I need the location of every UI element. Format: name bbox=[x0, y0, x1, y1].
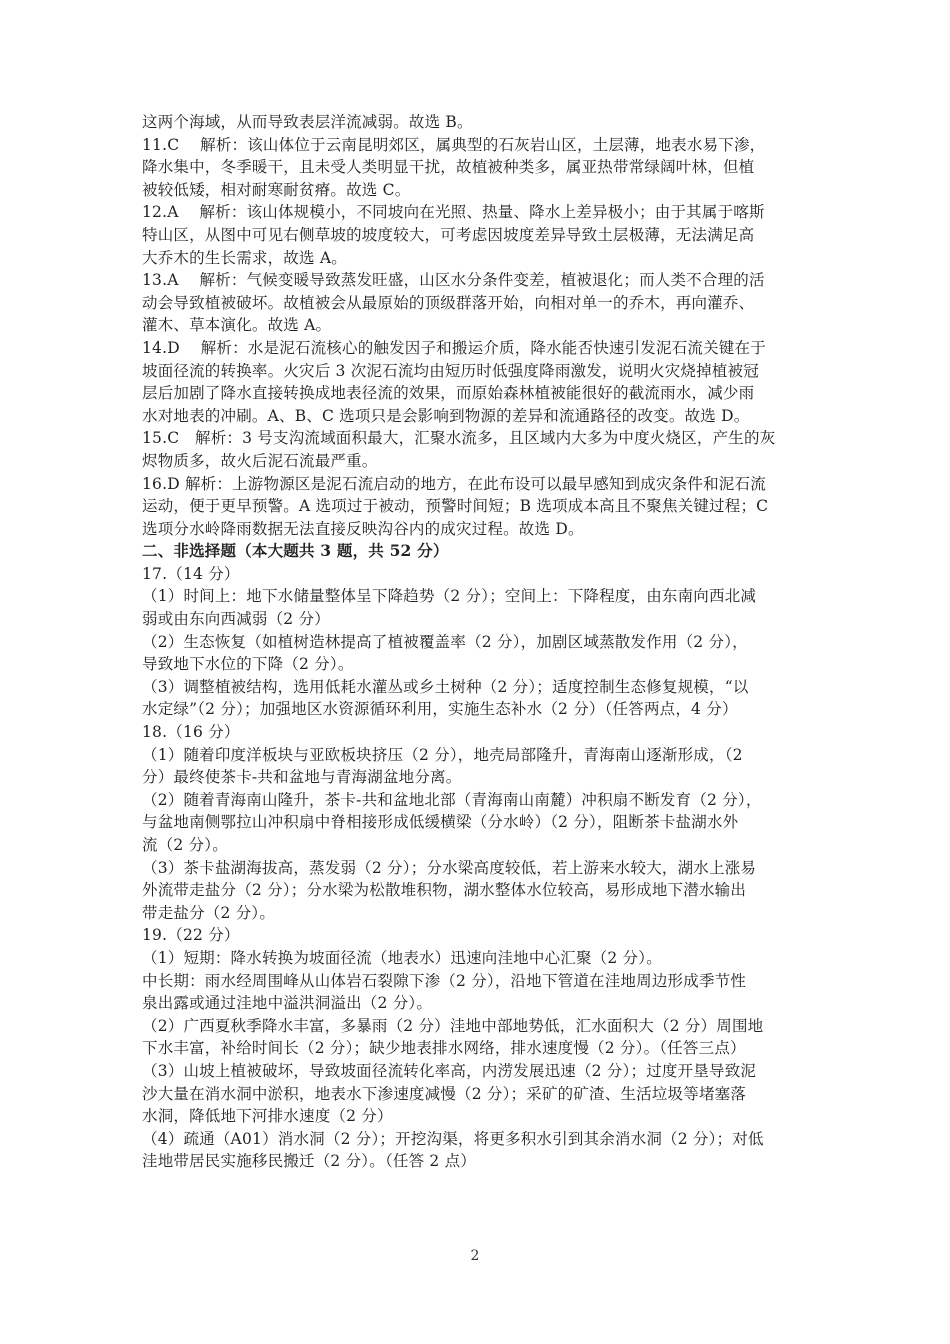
text-line: 与盆地南侧鄂拉山冲积扇中脊相接形成低缓横梁（分水岭）（2 分），阻断茶卡盐湖水外 bbox=[142, 813, 739, 832]
text-line: （3）调整植被结构，选用低耗水灌丛或乡土树种（2 分）；适度控制生态修复规模，“以 bbox=[142, 677, 749, 696]
text-line: （3）山坡上植被破坏，导致坡面径流转化率高，内涝发展迅速（2 分）；过度开垦导致泥 bbox=[142, 1061, 757, 1080]
text-line: （3）茶卡盐湖海拔高，蒸发弱（2 分）；分水梁高度较低，若上游来水较大，湖水上涨易 bbox=[142, 858, 757, 877]
text-line: 11.C 解析：该山体位于云南昆明郊区，属典型的石灰岩山区，土层薄，地表水易下渗， bbox=[142, 135, 766, 154]
text-line: 带走盐分（2 分）。 bbox=[142, 903, 276, 922]
answer-document bbox=[142, 111, 814, 1173]
text-line: （2）广西夏秋季降水丰富，多暴雨（2 分）洼地中部地势低，汇水面积大（2 分）周围地 bbox=[142, 1016, 764, 1035]
text-line: 15.C 解析：3 号支沟流域面积最大，汇聚水流多，且区域内大多为中度火烧区，产生的灰 bbox=[142, 429, 776, 448]
text-line: （1）短期：降水转换为坡面径流（地表水）迅速向洼地中心汇聚（2 分）。 bbox=[142, 948, 662, 967]
text-line: 外流带走盐分（2 分）；分水梁为松散堆积物，湖水整体水位较高，易形成地下潜水输出 bbox=[142, 881, 747, 900]
section-heading: 二、非选择题（本大题共 3 题，共 52 分） bbox=[142, 541, 449, 561]
text-line: 洼地带居民实施移民搬迁（2 分）。（任答 2 点） bbox=[142, 1152, 477, 1171]
text-line: （2）随着青海南山隆升，茶卡-共和盆地北部（青海南山南麓）冲积扇不断发育（2 分）， bbox=[142, 790, 762, 809]
text-line: 水定绿”（2 分）；加强地区水资源循环利用，实施生态补水（2 分）（任答两点，4 分） bbox=[142, 700, 738, 719]
text-line: 导致地下水位的下降（2 分）。 bbox=[142, 655, 354, 674]
text-line: （4）疏通（A01）消水洞（2 分）；开挖沟渠，将更多积水引到其余消水洞（2 分）；对低 bbox=[142, 1129, 764, 1148]
text-line: 烬物质多，故火后泥石流最严重。 bbox=[142, 451, 378, 470]
text-line: 层后加剧了降水直接转换成地表径流的效果，而原始森林植被能很好的截流雨水，减少雨 bbox=[142, 384, 755, 403]
text-line: （1）随着印度洋板块与亚欧板块挤压（2 分），地壳局部隆升，青海南山逐渐形成，（2 bbox=[142, 745, 743, 764]
text-line: （2）生态恢复（如植树造林提高了植被覆盖率（2 分），加剧区域蒸散发作用（2 分）， bbox=[142, 632, 748, 651]
text-line: 大乔木的生长需求，故选 A。 bbox=[142, 248, 347, 267]
text-line: 18.（16 分） bbox=[142, 723, 240, 742]
text-line: 16.D 解析：上游物源区是泥石流启动的地方，在此布设可以最早感知到成灾条件和泥石流 bbox=[142, 474, 766, 493]
text-line: （1）时间上：地下水储量整体呈下降趋势（2 分）；空间上：下降程度，由东南向西北减 bbox=[142, 587, 757, 606]
text-line: 12.A 解析：该山体规模小，不同坡向在光照、热量、降水上差异极小；由于其属于喀斯 bbox=[142, 203, 765, 222]
text-line: 水洞，降低地下河排水速度（2 分） bbox=[142, 1107, 393, 1126]
text-line: 弱或由东向西减弱（2 分） bbox=[142, 610, 330, 629]
text-line: 下水丰富，补给时间长（2 分）；缺少地表排水网络，排水速度慢（2 分）。（任答三点） bbox=[142, 1039, 746, 1058]
text-line: 降水集中，冬季暖干，且未受人类明显干扰，故植被种类多，属亚热带常绿阔叶林，但植 bbox=[142, 158, 755, 177]
text-line: 14.D 解析：水是泥石流核心的触发因子和搬运介质，降水能否快速引发泥石流关键在于 bbox=[142, 338, 766, 357]
text-line: 灌木、草本演化。故选 A。 bbox=[142, 316, 332, 335]
text-line: 被较低矮，相对耐寒耐贫瘠。故选 C。 bbox=[142, 180, 411, 199]
text-line: 坡面径流的转换率。火灾后 3 次泥石流均由短历时低强度降雨激发，说明火灾烧掉植被冠 bbox=[142, 361, 759, 380]
text-line: 分）最终使茶卡-共和盆地与青海湖盆地分离。 bbox=[142, 768, 462, 787]
text-line: 运动，便于更早预警。A 选项过于被动，预警时间短；B 选项成本高且不聚焦关键过程；C bbox=[142, 497, 769, 516]
text-line: 19.（22 分） bbox=[142, 926, 240, 945]
text-line: 动会导致植被破坏。故植被会从最原始的顶级群落开始，向相对单一的乔木，再向灌乔、 bbox=[142, 293, 755, 312]
text-line: 这两个海域，从而导致表层洋流减弱。故选 B。 bbox=[142, 113, 473, 131]
text-line: 流（2 分）。 bbox=[142, 836, 228, 854]
text-line: 特山区，从图中可见右侧草坡的坡度较大，可考虑因坡度差异导致土层极薄，无法满足高 bbox=[142, 225, 755, 244]
text-line: 17.（14 分） bbox=[142, 564, 240, 583]
text-line: 选项分水岭降雨数据无法直接反映沟谷内的成灾过程。故选 D。 bbox=[142, 519, 584, 538]
text-line: 13.A 解析：气候变暖导致蒸发旺盛，山区水分条件变差，植被退化；而人类不合理的活 bbox=[142, 271, 765, 290]
text-line: 水对地表的冲刷。A、B、C 选项只是会影响到物源的差异和流通路径的改变。故选 D。 bbox=[142, 406, 750, 425]
text-line: 泉出露或通过洼地中溢洪洞溢出（2 分）。 bbox=[142, 994, 433, 1013]
text-line: 中长期：雨水经周围峰从山体岩石裂隙下渗（2 分），沿地下管道在洼地周边形成季节性 bbox=[142, 971, 747, 990]
text-line: 沙大量在消水洞中淤积，地表水下渗速度减慢（2 分）；采矿的矿渣、生活垃圾等堵塞落 bbox=[142, 1084, 747, 1103]
page-number: 2 bbox=[470, 1248, 480, 1264]
